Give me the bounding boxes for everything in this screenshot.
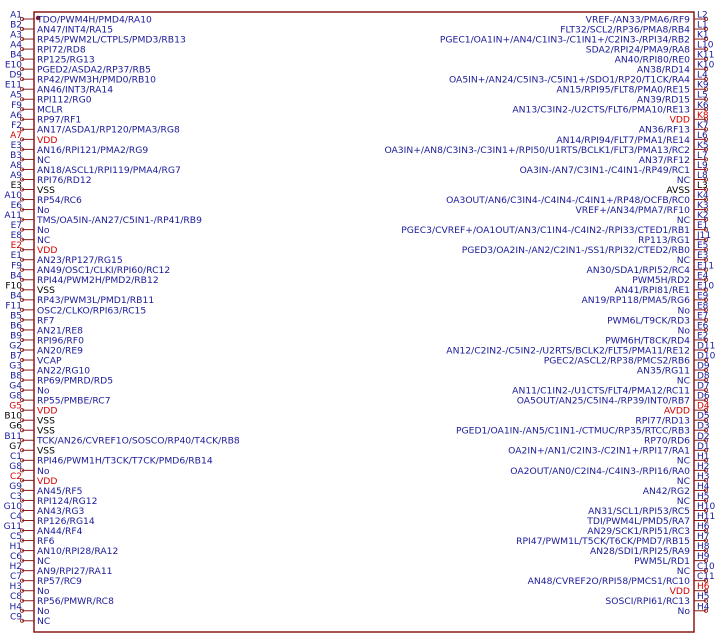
pin-name: AN18/ASCL1/RPI119/PMA4/RG7	[37, 164, 181, 176]
pin-name: AN38/RD14	[636, 64, 690, 76]
pin-number: L1	[697, 20, 708, 31]
pin-number: G8	[9, 391, 22, 402]
pin-name: AN37/RF12	[638, 154, 690, 166]
pin-name: RP42/PWM3H/PMD0/RB10	[37, 74, 156, 86]
pin-number: C8	[9, 592, 22, 603]
pin-number: A9	[10, 170, 22, 181]
pin-name: AN17/ASDA1/RP120/PMA3/RG8	[37, 124, 180, 136]
pin-number: G6	[9, 421, 22, 432]
pin-name: RPI112/RG0	[37, 94, 92, 106]
pin-number: K2	[697, 211, 709, 222]
pin-name: NC	[676, 255, 690, 267]
pin-number: H5	[697, 491, 710, 502]
pin-number: L7	[697, 150, 708, 161]
pin-name: MCLR	[37, 104, 63, 116]
pin-number: D9	[9, 70, 22, 81]
pin-name: No	[37, 465, 50, 477]
pin-number: K8	[697, 110, 709, 121]
pin-name: OA2OUT/AN0/C2IN4-/C4IN3-/RPI16/RA0	[510, 465, 690, 477]
pin-number: A10	[4, 191, 22, 202]
pin-name: OA5OUT/AN25/C5IN4-/RP39/INT0/RB7	[516, 395, 690, 407]
pin-name: NC	[676, 495, 690, 507]
pin-name: PWM5L/RD1	[634, 556, 690, 568]
pin-number: H6	[697, 582, 710, 593]
pin-number: K4	[697, 191, 709, 202]
pin-number: B4	[10, 291, 22, 302]
pin-number: C7	[9, 572, 22, 583]
pin-number: G10	[3, 501, 22, 512]
pin-name: PGEC2/ASCL2/RP38/PMCS2/RB6	[543, 355, 690, 367]
pin-name: RP45/PWM2L/CTPLS/PMD3/RB13	[37, 34, 186, 46]
pin-number: C9	[9, 612, 22, 623]
pin-number: C4	[9, 512, 22, 522]
pin-number: E8	[697, 301, 709, 312]
pin-number: G11	[3, 522, 22, 533]
pin-number: J11	[697, 231, 712, 242]
pin-name: RF6	[37, 535, 55, 547]
pin-name: AN49/OSC1/CLKI/RPI60/RC12	[37, 265, 171, 277]
pin-name: AN10/RPI28/RA12	[37, 545, 119, 557]
pin-number: F2	[11, 120, 22, 131]
left-pin	[10, 161, 181, 176]
pin-name: OA2IN+/AN1/C2IN3-/C2IN1+/RPI17/RA1	[508, 445, 690, 457]
pin-number: G7	[9, 441, 22, 452]
pin-number: A1	[10, 10, 22, 21]
pin-number: K7	[697, 120, 709, 131]
pin-number: E1	[10, 251, 22, 262]
pin-number: H2	[9, 562, 22, 573]
pin-name: VDD	[37, 134, 58, 146]
pin-number: B6	[10, 321, 22, 332]
pin-number: B8	[10, 371, 22, 382]
left-pin-column	[4, 11, 240, 628]
pin-number: E2	[10, 241, 22, 252]
pin-name: OA3IN-/AN7/C3IN1-/C4IN1-/RP49/RC1	[519, 164, 690, 176]
pin-name: AN13/C3IN2-/U2CTS/FLT6/PMA10/RE13	[512, 104, 690, 116]
pin-number: E10	[4, 60, 22, 71]
pin-name: NC	[676, 174, 690, 186]
pin-number: H1	[9, 542, 22, 553]
pin-name: VREF-/AN33/PMA6/RF9	[585, 14, 690, 26]
pin-name: OA5IN+/AN24/C5IN3-/C5IN1+/SDO1/RP20/T1CK/RA4	[448, 74, 690, 86]
pin-number: D2	[697, 431, 710, 442]
pin-name: VREF+/AN34/PMA7/RF10	[575, 204, 690, 216]
pin-name: RP126/RG14	[37, 515, 95, 527]
pin-number: A4	[10, 40, 22, 51]
pin-number: C6	[9, 552, 22, 563]
pin-number: H5	[697, 592, 710, 603]
pin-name: VDD	[37, 405, 58, 417]
left-pin	[11, 141, 149, 156]
pin-name: VSS	[37, 425, 55, 437]
pin-number: H2	[697, 461, 710, 472]
pin-number: D7	[697, 381, 710, 392]
pin-number: D3	[697, 421, 710, 432]
pin-name: AN11/C1IN2-/U1CTS/FLT4/PMA12/RC11	[512, 385, 690, 397]
pin-name: AN42/RG2	[642, 485, 690, 497]
pin-name: NC	[676, 455, 690, 467]
pin-number: L3	[697, 181, 708, 192]
pin-number: B2	[10, 20, 22, 31]
pin-name: No	[677, 606, 690, 618]
pin-name: AN44/RF4	[37, 525, 83, 537]
pin-number: K1	[697, 30, 709, 41]
pin-number: B5	[10, 311, 22, 322]
pin-number: D11	[697, 341, 716, 352]
pin-number: E3	[10, 181, 22, 192]
pin-name: PGEC3/CVREF+/OA1OUT/AN3/C1IN4-/C4IN2-/RPI33/CTED1/RB1	[401, 225, 690, 237]
pin-name: No	[37, 204, 50, 216]
pin-number: B4	[10, 271, 22, 282]
pin-number: H3	[697, 471, 710, 482]
pin-number: G8	[9, 461, 22, 472]
pin-name: AN9/RPI27/RA11	[37, 566, 113, 578]
pin-name: NC	[37, 556, 51, 568]
right-pin	[401, 221, 708, 236]
pin-name: AN16/RPI121/PMA2/RG9	[37, 144, 149, 156]
pin-number: D9	[697, 361, 710, 372]
pin-name: SOSCI/RPI61/RC13	[605, 596, 690, 608]
pin-number: L5	[697, 90, 708, 101]
pin-name: RPI72/RD8	[37, 44, 86, 56]
pin-name: AN21/RE8	[37, 325, 83, 337]
right-pin	[607, 311, 708, 326]
pin-name: RPI96/RF0	[37, 335, 84, 347]
left-pin	[10, 592, 114, 607]
pin-name: PGEC1/OA1IN+/AN4/C1IN3-/C1IN1+/C2IN3-/RPI34/RB2	[439, 34, 690, 46]
pin-name: PGED1/OA1IN-/AN5/C1IN1-/CTMUC/RP35/RTCC/RB3	[455, 425, 690, 437]
pin-name: SDA2/RPI24/PMA9/RA8	[585, 44, 690, 56]
pin-number: K10	[697, 60, 715, 71]
pin-number: E6	[697, 321, 709, 332]
pin-name: AN45/RF5	[37, 485, 83, 497]
pin-name: VSS	[37, 415, 55, 427]
pin-name: VDD	[669, 586, 690, 598]
pin-name: No	[37, 225, 50, 237]
pin-name: PWM6L/T9CK/RD3	[607, 315, 690, 327]
pin-name: NC	[676, 215, 690, 226]
pin-name: TCK/AN26/CVREF1O/SOSCO/RP40/T4CK/RB8	[37, 435, 240, 447]
pin-number: E10	[697, 281, 715, 292]
pin-name: RP57/RC9	[37, 576, 82, 588]
pin-number: E7	[10, 221, 22, 232]
pin-number: E3	[697, 251, 709, 262]
pin-name: RP43/PWM3L/PMD1/RB11	[37, 295, 155, 307]
pin-name: VSS	[37, 285, 55, 297]
pin-number: E7	[697, 311, 709, 322]
pin-name: NC	[676, 375, 690, 387]
pin-name: No	[37, 586, 50, 598]
pin-number: E11	[4, 80, 22, 91]
pin-number: E6	[10, 201, 22, 212]
pin-number: L6	[697, 130, 708, 141]
right-pin	[586, 261, 714, 276]
pin-name: AN47/INT4/RA15	[37, 24, 114, 36]
pin-number: E5	[697, 241, 709, 252]
pin-name: VSS	[37, 445, 55, 457]
pin-name: PWM6H/T8CK/RD4	[605, 335, 690, 347]
pin-number: H7	[697, 532, 710, 543]
pin-name: PWM5H/RD2	[632, 275, 690, 287]
pin-number: A8	[10, 160, 22, 171]
pin-name: RP97/RF1	[37, 114, 82, 126]
pin-name: AN31/SCL1/RPI53/RC5	[588, 505, 690, 517]
pin-name: AVSS	[666, 184, 690, 196]
right-pin-column	[384, 11, 715, 618]
pin-number: E11	[697, 261, 715, 272]
pin-name: RF7	[37, 315, 55, 327]
pin-name: AN19/RP118/PMA5/RG6	[581, 295, 690, 307]
pin-name: AN48/CVREF2O/RPI58/PMCS1/RC10	[527, 576, 690, 588]
pin-name: AN22/RG10	[37, 365, 91, 377]
pin-name: RP56/PMWR/RC8	[37, 596, 114, 608]
pin-name: NC	[37, 616, 51, 628]
pin-number: G4	[9, 381, 22, 392]
pin-number: A5	[10, 90, 22, 101]
pin-number: H3	[9, 582, 22, 593]
pin-name: NC	[676, 566, 690, 578]
pin-name: RPI77/RD13	[635, 415, 690, 427]
pin-number: L4	[697, 70, 708, 81]
pin-number: H10	[697, 501, 716, 512]
pin-number: E4	[697, 271, 709, 282]
left-pin	[10, 562, 113, 577]
pin-number: H8	[697, 542, 710, 553]
pin-name: AN29/SCK1/RPI51/RC3	[587, 525, 690, 537]
pin-number: D5	[697, 411, 710, 422]
pin-number: L9	[697, 160, 708, 171]
pin-name: AN14/RPI94/FLT7/PMA1/RE14	[556, 134, 690, 146]
pin-name: No	[37, 385, 50, 397]
pin-name: RPI76/RD12	[37, 174, 92, 186]
pin-name: RP54/RC6	[37, 194, 82, 206]
pin-name: RP125/RG13	[37, 54, 95, 66]
pin-number: F11	[5, 301, 22, 312]
pin-name: AN41/RPI81/RE1	[614, 285, 690, 297]
pin-number: C1	[9, 451, 22, 462]
pin-name: RP69/PMRD/RD5	[37, 375, 114, 387]
pin-name: AN46/INT3/RA14	[37, 84, 114, 96]
pin-name: OA3OUT/AN6/C3IN4-/C4IN4-/C4IN1+/RP48/OCFB/RC0	[446, 194, 690, 206]
pin-number: C2	[9, 471, 22, 482]
pin-name: NC	[676, 475, 690, 487]
pin-number: K6	[697, 100, 709, 111]
pin-number: E3	[10, 140, 22, 151]
pin-number: D1	[697, 441, 710, 452]
pin-number: K5	[697, 140, 709, 151]
pin-name: RP70/RD6	[643, 435, 690, 447]
pin-number: A3	[10, 30, 22, 41]
pin-name: PGED3/OA2IN-/AN2/C2IN1-/SS1/RPI32/CTED2/RB0	[461, 245, 690, 257]
pin-name: RP55/PMBE/RC7	[37, 395, 111, 407]
left-pin	[10, 542, 119, 557]
pin-name: RPI124/RG12	[37, 495, 98, 507]
pin-number: D10	[697, 351, 716, 362]
pin-number: H4	[697, 481, 710, 492]
pin-number: E1	[697, 221, 709, 232]
pin-number: G2	[9, 341, 22, 352]
pin-number: D6	[697, 391, 710, 402]
pin-number: K3	[697, 201, 709, 212]
pin-number: D4	[697, 401, 710, 412]
pin-number: H1	[697, 451, 710, 462]
pin-name: PGED2/ASDA2/RP37/RB5	[37, 64, 151, 76]
pin-number: G5	[9, 401, 22, 412]
pin-name: NC	[37, 235, 51, 247]
pin-number: B7	[10, 351, 22, 362]
pin-name: AVDD	[663, 405, 690, 417]
pin-name: AN36/RF13	[638, 124, 690, 136]
pin-number: F9	[11, 100, 22, 111]
pin-name: No	[677, 325, 690, 337]
pin-number: B9	[10, 331, 22, 342]
pin-number: G3	[9, 361, 22, 372]
left-pin	[11, 251, 123, 266]
pin-number: E2	[697, 331, 709, 342]
left-pin	[9, 392, 110, 407]
pin-name: RPI46/PWM1H/T3CK/T7CK/PMD6/RB14	[37, 455, 213, 467]
pin-name: OSC2/CLKO/RPI63/RC15	[37, 305, 147, 317]
pin-number: C3	[9, 491, 22, 502]
pin-number: A7	[10, 130, 22, 141]
pin-number: L2	[697, 10, 708, 21]
pin-number: L10	[697, 40, 714, 51]
pin-name: AN30/SDA1/RPI52/RC4	[586, 265, 690, 277]
pin-number: C5	[9, 532, 22, 543]
pin-number: B3	[10, 150, 22, 161]
pin-name: AN43/RG3	[37, 505, 85, 517]
pin-name: RPI44/PWM2H/PMD2/RB12	[37, 275, 159, 287]
pin-name: AN28/SDI1/RPI25/RA9	[589, 545, 690, 557]
pin-name: VDD	[37, 475, 58, 487]
pin-number: F10	[5, 281, 22, 292]
pin-name: No	[677, 305, 690, 317]
pin-name: AN40/RPI80/RE0	[614, 54, 690, 66]
pin-number: H9	[697, 552, 710, 563]
pin-name: NC	[37, 154, 51, 166]
pin-name: VSS	[37, 184, 55, 196]
pin-number: C10	[697, 562, 715, 573]
pin-number: B10	[4, 411, 22, 422]
pin-number: H4	[697, 602, 710, 613]
pin-name: VCAP	[37, 355, 62, 367]
right-pin	[605, 331, 708, 346]
pin-name: AN35/RG11	[636, 365, 690, 377]
pin-number: A11	[4, 211, 22, 222]
pin-number: E9	[697, 291, 709, 302]
pin-name: RP113/RG1	[638, 235, 690, 247]
pin-name: RPI47/PWM1L/T5CK/T6CK/PMD7/RB15	[516, 535, 690, 547]
left-pin	[10, 291, 154, 306]
pin-name: VDD	[669, 114, 690, 126]
pin-name: OA3IN+/AN8/C3IN3-/C3IN1+/RPI50/U1RTS/BCLK1/FLT3/PMA13/RC2	[384, 144, 690, 156]
pin-number: L8	[697, 170, 708, 181]
pin-name: AN23/RP127/RG15	[37, 255, 123, 267]
pin-name: AN12/C2IN2-/C5IN2-/U2RTS/BCLK2/FLT5/PMA11/RE12	[446, 345, 690, 357]
pin-name: TMS/OA5IN-/AN27/C5IN1-/RP41/RB9	[37, 215, 202, 226]
pin-name: AN39/RD15	[636, 94, 690, 106]
pin-name: AN15/RPI95/FLT8/PMA0/RE15	[556, 84, 690, 96]
pin-name: TDI/PWM4L/PMD5/RA7	[587, 515, 690, 527]
pin-number: B4	[10, 50, 22, 61]
pin-number: K11	[697, 50, 715, 61]
pin-number: F9	[11, 261, 22, 272]
pin-number: C11	[697, 572, 715, 583]
pin-number: A6	[10, 110, 22, 121]
pin-name: VDD	[37, 245, 58, 257]
pin-name: AN20/RE9	[37, 345, 83, 357]
pin-number: B11	[4, 431, 22, 442]
pin-number: H6	[697, 522, 710, 533]
pin-number: H4	[9, 602, 22, 613]
pin-name: No	[37, 606, 50, 618]
pin-number: D8	[697, 371, 710, 382]
pin-number: E8	[10, 231, 22, 242]
pin-name: FLT32/SCL2/RP36/PMA8/RB4	[560, 24, 690, 36]
pin-number: G9	[9, 481, 22, 492]
pin-number: K9	[697, 80, 709, 91]
pin-name: TDO/PWM4H/PMD4/RA10	[37, 14, 152, 26]
pin-number: H11	[697, 512, 716, 522]
